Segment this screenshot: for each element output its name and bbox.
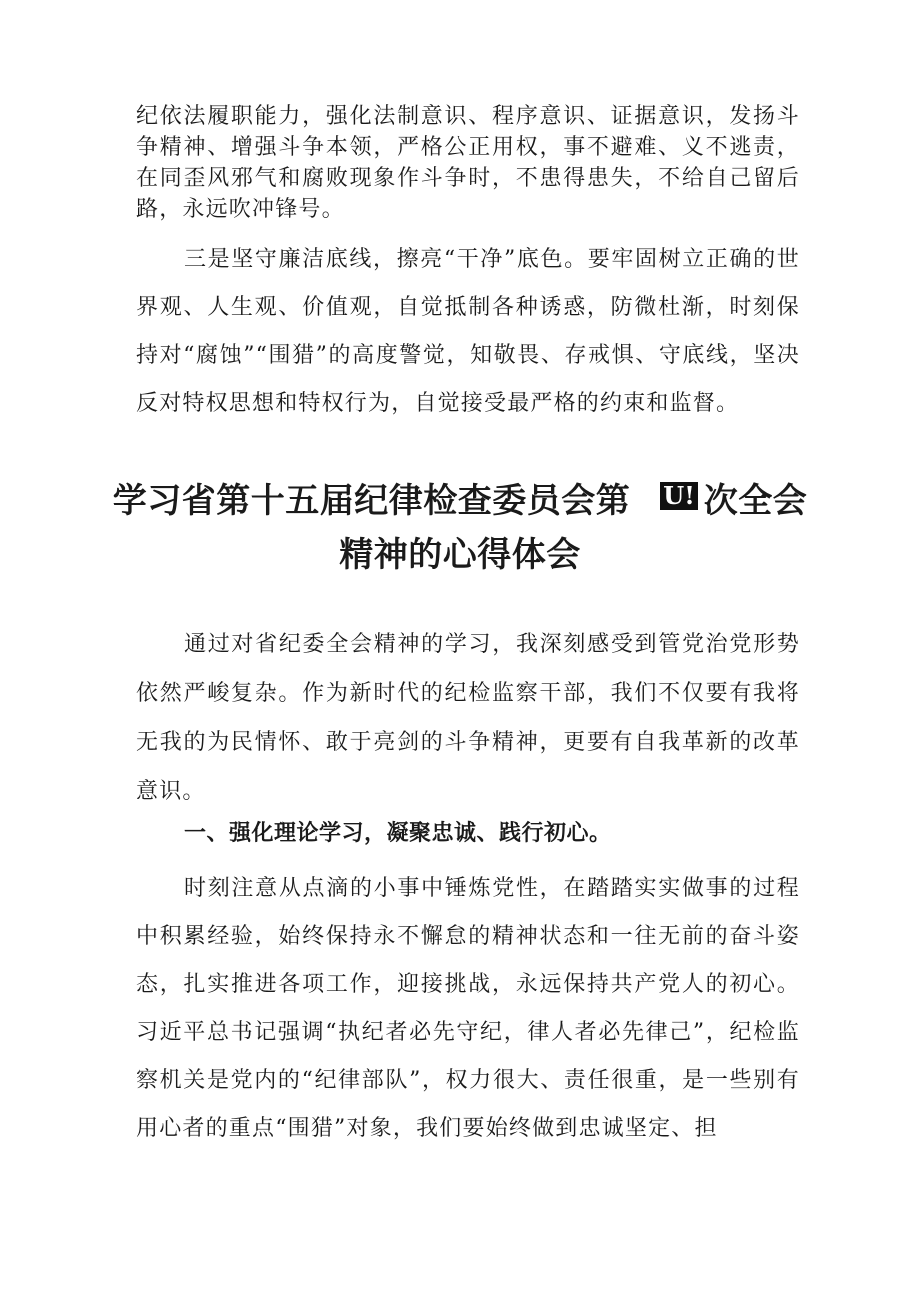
title-part-1: 学习省第十五届纪律检查委员会第 [112,481,631,521]
body-paragraph-section-1: 时刻注意从点滴的小事中锤炼党性，在踏踏实实做事的过程中积累经验，始终保持永不懈怠的精神状态和一往无前的奋斗姿态，扎实推进各项工作，迎接挑战，永远保持共产党人的初心。习近平总书记强调“执纪者必先守纪，律人者必先律己”，纪检监察机关是党内的“纪律部队”，权力很大、责任很重，是一些别有用心者的重点“围猎”对象，我们要始终做到忠诚坚定、担 [136,876,800,1141]
section-heading-1: 一、强化理论学习，凝聚忠诚、践行初心。 [184,821,612,846]
body-paragraph-intro: 通过对省纪委全会精神的学习，我深刻感受到管党治党形势依然严峻复杂。作为新时代的纪检监察干部，我们不仅要有我将无我的为民情怀、敢于亮剑的斗争精神，更要有自我革新的改革意识。 [136,632,800,804]
title-part-2: 次全会精神的心得体会 [339,481,808,575]
document-title [100,474,820,582]
body-paragraph-continued: 纪依法履职能力，强化法制意识、程序意识、证据意识，发扬斗争精神、增强斗争本领，严格公正用权，事不避难、义不逃责，在同歪风邪气和腐败现象作斗争时，不患得患失，不给自己留后路，永远吹冲锋号。 [136,104,800,222]
body-paragraph-integrity: 三是坚守廉洁底线，擦亮“干净”底色。要牢固树立正确的世界观、人生观、价值观，自觉抵制各种诱惑，防微杜渐，时刻保持对“腐蚀”“围猎”的高度警觉，知敬畏、存戒惧、守底线，坚决反对特权思想和特权行为，自觉接受最严格的约束和监督。 [136,247,800,416]
title-stamp-glyph: U! [660,482,697,510]
